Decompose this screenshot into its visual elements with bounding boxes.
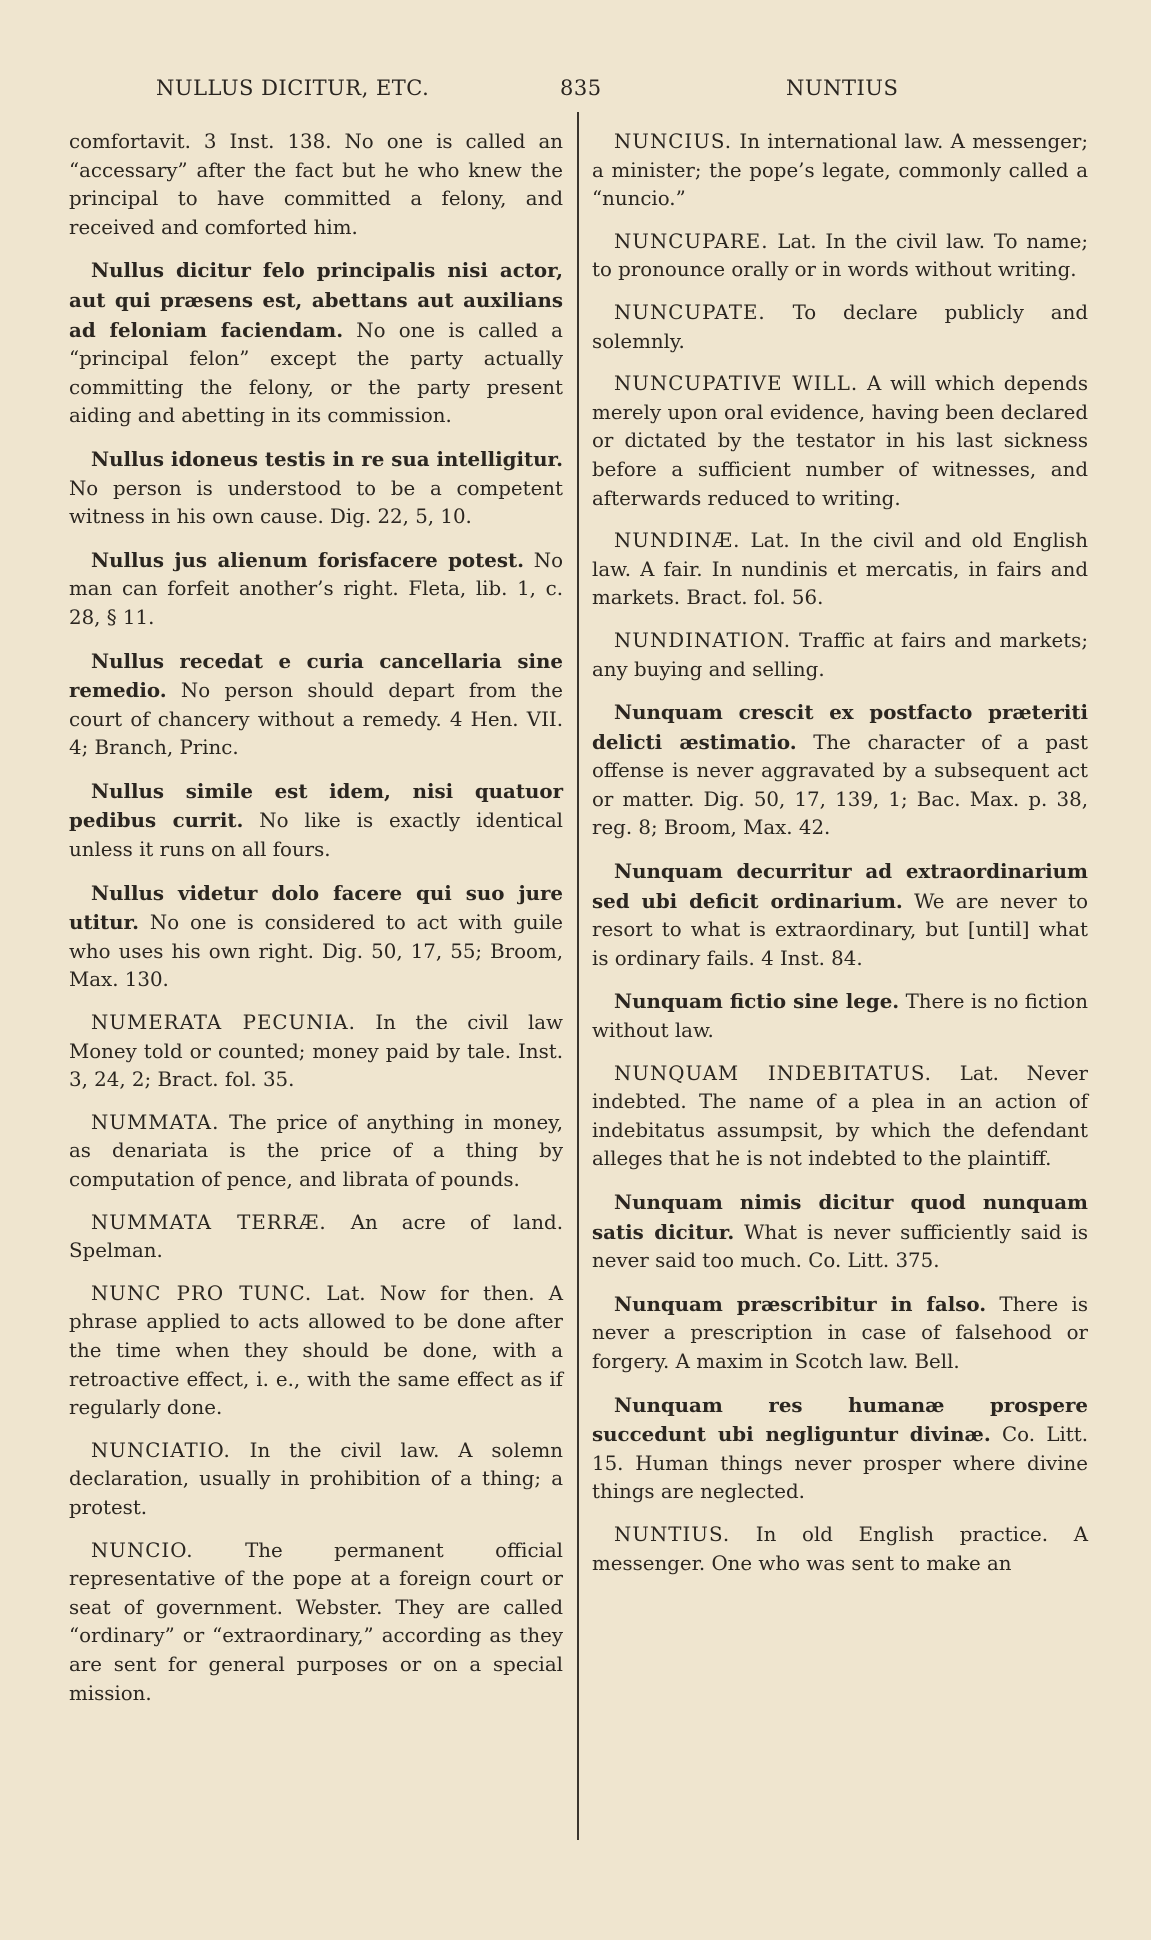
entry-headword: Nunquam res humanæ prospere succedunt ubi negliguntur divinæ.: [592, 1392, 1088, 1447]
entry-text: No man can forfeit another’s right. Fleta, lib. 1, c. 28, § 11.: [69, 548, 563, 629]
entry: [592, 698, 1088, 843]
entry-headword: Nullus simile est idem, nisi quatuor pedibus currit.: [69, 778, 563, 833]
entry-headword: NUNCIATIO.: [91, 1438, 231, 1462]
entry-text: In international law. A messenger; a minister; the pope’s legate, commonly called a “nuncio.”: [592, 130, 1088, 211]
entry: [592, 987, 1088, 1045]
entry-headword: NUNCIUS.: [614, 130, 733, 153]
entry-text: No one is considered to act with guile who uses his own right. Dig. 50, 17, 55; Broom, Max. 130.: [69, 911, 563, 992]
entry-headword: Nullus videtur dolo facere qui suo jure utitur.: [69, 880, 563, 935]
entry-text: There is no fiction without law.: [592, 990, 1088, 1043]
entry: [69, 445, 563, 532]
entry: [592, 1188, 1088, 1276]
entry-headword: NUNDINATION.: [614, 628, 792, 652]
entry-headword: NUNC PRO TUNC.: [91, 1281, 313, 1305]
entry-text: In the civil law Money told or counted; money paid by tale. Inst. 3, 24, 2; Bract. fol. 35.: [69, 1011, 563, 1092]
page-number: 835: [560, 76, 602, 100]
entry-headword: NUMMATA.: [91, 1110, 220, 1134]
entry-text: The character of a past offense is never aggravated by a subsequent act or matter. Dig. 50, 17, 139, 1; Bac. Max. p. 38, reg. 8; Broom, Max. 42.: [592, 730, 1088, 840]
entry: [592, 527, 1088, 613]
entry-headword: NUNCUPATIVE WILL.: [614, 372, 859, 396]
entry-text: There is never a prescription in case of falsehood or forgery. A maxim in Scotch law. Bell.: [592, 1292, 1088, 1373]
entry-headword: NUNCUPATE.: [614, 300, 766, 324]
entry-headword: Nullus jus alienum forisfacere potest.: [91, 547, 524, 572]
entry-text: No like is exactly identical unless it runs on all fours.: [69, 809, 564, 862]
entry: [69, 1280, 563, 1423]
entry-headword: Nullus dicitur felo principalis nisi actor, aut qui præsens est, abettans aut auxilians ad feloniam faciendam.: [69, 258, 563, 342]
entry-headword: Nullus idoneus testis in re sua intelligitur.: [91, 446, 563, 471]
entry-headword: Nunquam præscribitur in falso.: [614, 1291, 987, 1316]
entry-headword: NUMMATA TERRÆ.: [91, 1210, 327, 1234]
right-column: [592, 128, 1088, 1592]
entry-text: In the civil law. A solemn declaration, usually in prohibition of a thing; a protest.: [69, 1438, 563, 1519]
entry: [592, 370, 1088, 513]
entry: [69, 777, 563, 865]
entry-text: No person is understood to be a competent witness in his own cause. Dig. 22, 5, 10.: [69, 476, 563, 529]
entry: [592, 1391, 1088, 1507]
entry: [592, 1290, 1088, 1377]
entry-headword: NUNQUAM INDEBITATUS.: [614, 1061, 932, 1085]
entry-headword: NUNCUPARE.: [614, 229, 769, 253]
header-right-guide-word: NUNTIUS: [786, 76, 899, 100]
entry-headword: Nunquam fictio sine lege.: [614, 989, 900, 1014]
entry-headword: Nunquam nimis dicitur quod nunquam satis dicitur.: [592, 1190, 1088, 1244]
entry-text: Lat. Now for then. A phrase applied to acts allowed to be done after the time when they should be done, with a retroactive effect, i. e., with the same effect as if regularly done.: [69, 1281, 564, 1420]
header-left-guide-word: NULLUS DICITUR, ETC.: [156, 76, 430, 100]
entry: [69, 647, 563, 763]
entry: [592, 857, 1088, 973]
entry-text: In old English practice. A messenger. One who was sent to make an: [592, 1522, 1088, 1575]
entry-text: The price of anything in money, as denariata is the price of a thing by computation of pence, and librata of pounds.: [69, 1110, 563, 1191]
entry-headword: NUNCIO.: [91, 1538, 194, 1562]
entry-headword: NUNTIUS.: [614, 1522, 731, 1546]
entry-text: No person should depart from the court of chancery without a remedy. 4 Hen. VII. 4; Branch, Princ.: [69, 679, 563, 760]
entry: [592, 228, 1088, 285]
entry-text: We are never to resort to what is extraordinary, but [until] what is ordinary fails. 4 Inst. 84.: [592, 889, 1089, 970]
left-column: [69, 128, 563, 1722]
entry-text: No one is called a “principal felon” except the party actually committing the felony, or the party present aiding and abetting in its commission.: [69, 318, 563, 428]
entry-headword: Nunquam decurritur ad extraordinarium sed ubi deficit ordinarium.: [592, 859, 1088, 913]
column-divider: [577, 112, 579, 1840]
entry: [69, 1437, 563, 1523]
entry-text: An acre of land. Spelman.: [69, 1210, 563, 1263]
entry-text: To declare publicly and solemnly.: [592, 300, 1088, 353]
entry-headword: Nunquam crescit ex postfacto præteriti delicti æstimatio.: [592, 700, 1088, 754]
entry-headword: NUMERATA PECUNIA.: [91, 1011, 356, 1035]
entry: [69, 1209, 563, 1266]
entry: [69, 1537, 563, 1709]
entry-headword: Nullus recedat e curia cancellaria sine remedio.: [69, 648, 563, 703]
entry-text: What is never sufficiently said is never said too much. Co. Litt. 375.: [592, 1220, 1088, 1273]
entry-text: The permanent official representative of the pope at a foreign court or seat of government. Webster. They are called “ordinary” or “extraordinary,” according as they are sent for general purposes or on a special mission.: [69, 1538, 563, 1705]
entry: [592, 627, 1088, 684]
running-header: [0, 76, 1151, 106]
entry-text: Lat. Never indebted. The name of a plea in an action of indebitatus assumpsit, by which the defendant alleges that he is not indebted to the plaintiff.: [592, 1061, 1088, 1171]
entry: [592, 128, 1088, 214]
entry: [592, 299, 1088, 356]
entry-text: A will which depends merely upon oral evidence, having been declared or dictated by the testator in his last sickness before a sufficient number of witnesses, and afterwards reduced to writing.: [592, 372, 1088, 510]
entry-text: comfortavit. 3 Inst. 138. No one is called an “accessary” after the fact but he who knew the principal to have committed a felony, and received and comforted him.: [69, 130, 563, 239]
entry: [592, 1521, 1088, 1578]
entry: [69, 1009, 563, 1095]
entry: [69, 879, 563, 995]
entry: [69, 256, 563, 431]
entry-text: Lat. In the civil law. To name; to pronounce orally or in words without writing.: [592, 229, 1088, 282]
entry: [69, 546, 563, 633]
entry-text: Traffic at fairs and markets; any buying and selling.: [592, 628, 1088, 681]
entry: [592, 1060, 1088, 1174]
entry-text: Lat. In the civil and old English law. A fair. In nundinis et mercatis, in fairs and markets. Bract. fol. 56.: [592, 529, 1088, 610]
entry-headword: NUNDINÆ.: [614, 529, 741, 553]
entry: [69, 1109, 563, 1195]
entry-text: Co. Litt. 15. Human things never prosper where divine things are neglected.: [592, 1423, 1088, 1504]
entry: [69, 128, 563, 242]
